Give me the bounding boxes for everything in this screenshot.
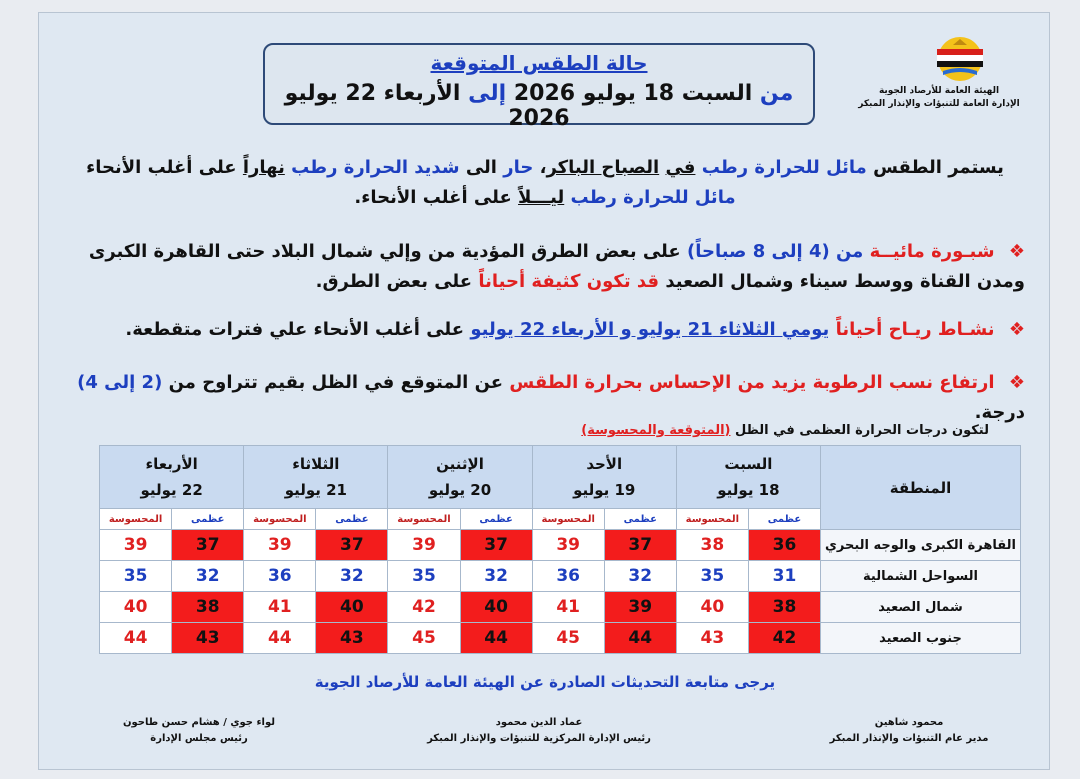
org-line-2: الإدارة العامة للتنبؤات والإنذار المبكر — [858, 99, 1020, 109]
org-line-1: الهيئة العامة للأرصاد الجوية — [878, 86, 1000, 96]
max-temp-cell: 37 — [172, 530, 244, 561]
day-date: 20 يوليو — [428, 481, 492, 499]
intro-text: على أغلب الأنحاء. — [354, 187, 512, 208]
feels-like-cell: 44 — [100, 623, 172, 654]
max-temp-cell: 38 — [172, 592, 244, 623]
signatory-title: رئيس مجلس الإدارة — [150, 733, 248, 744]
table-row — [100, 623, 1021, 654]
feels-like-cell: 44 — [244, 623, 316, 654]
max-subheader: عظمى — [748, 509, 820, 530]
bullet-text: قد تكون كثيفة أحياناً — [478, 271, 660, 292]
signature-3 — [99, 715, 299, 747]
max-temp-cell: 44 — [604, 623, 676, 654]
feels-like-cell: 43 — [676, 623, 748, 654]
bullet-wind — [65, 315, 1025, 345]
day-name: الإثنين — [436, 455, 484, 473]
feels-like-subheader: المحسوسة — [676, 509, 748, 530]
day-date: 21 يوليو — [284, 481, 347, 499]
region-cell: جنوب الصعيد — [821, 623, 1021, 654]
intro-text: ليـــلاً — [518, 187, 565, 208]
bullet-text: يومي الثلاثاء 21 يوليو و الأربعاء 22 يوليو — [470, 319, 830, 340]
max-temp-cell: 44 — [460, 623, 532, 654]
feels-like-cell: 40 — [100, 592, 172, 623]
max-temp-cell: 37 — [460, 530, 532, 561]
feels-like-cell: 41 — [244, 592, 316, 623]
feels-like-subheader: المحسوسة — [532, 509, 604, 530]
max-temp-cell: 32 — [316, 561, 388, 592]
bullet-humidity — [65, 368, 1025, 428]
table-caption — [581, 423, 989, 438]
caption-text: لتكون درجات الحرارة العظمى في الظل — [735, 423, 989, 438]
diamond-bullet-icon: ❖ — [1008, 319, 1025, 340]
title-box — [263, 43, 815, 131]
max-temp-cell: 38 — [748, 592, 820, 623]
max-temp-cell: 39 — [604, 592, 676, 623]
temperature-table — [99, 445, 1021, 654]
bullet-text: على أغلب الأنحاء علي فترات متقطعة. — [125, 319, 465, 340]
feels-like-cell: 35 — [100, 561, 172, 592]
feels-like-cell: 39 — [100, 530, 172, 561]
table-row — [100, 530, 1021, 561]
table-header-row — [100, 446, 1021, 509]
feels-like-cell: 45 — [532, 623, 604, 654]
feels-like-cell: 36 — [244, 561, 316, 592]
feels-like-subheader: المحسوسة — [388, 509, 460, 530]
max-temp-cell: 36 — [748, 530, 820, 561]
max-temp-cell: 43 — [316, 623, 388, 654]
signatory-title: مدير عام التنبؤات والإنذار المبكر — [829, 733, 989, 744]
max-temp-cell: 32 — [460, 561, 532, 592]
intro-text: الى — [465, 157, 497, 178]
signature-1 — [799, 715, 1019, 747]
bullet-text: درجة. — [974, 402, 1025, 423]
bullet-text: عن المتوقع في الظل بقيم تتراوح من — [168, 372, 504, 393]
day-date: 19 يوليو — [573, 481, 636, 499]
bullet-text: على بعض الطرق المؤدية من وإلي شمال البلاد حتى القاهرة الكبرى ومدن القناة ووسط سيناء وشمال الصعيد — [88, 241, 1025, 292]
max-temp-cell: 32 — [604, 561, 676, 592]
max-subheader: عظمى — [316, 509, 388, 530]
max-subheader: عظمى — [604, 509, 676, 530]
feels-like-cell: 45 — [388, 623, 460, 654]
max-temp-cell: 42 — [748, 623, 820, 654]
bullet-text: من (4 إلى 8 صباحاً) — [686, 241, 864, 262]
page-title: حالة الطقس المتوقعة — [430, 51, 648, 75]
bullet-text: نشـاط ريـاح أحياناً — [835, 319, 995, 340]
feels-like-cell: 39 — [532, 530, 604, 561]
feels-like-subheader: المحسوسة — [100, 509, 172, 530]
max-subheader: عظمى — [460, 509, 532, 530]
date-end: الأربعاء 22 يوليو 2026 — [284, 81, 570, 131]
feels-like-subheader: المحسوسة — [244, 509, 316, 530]
intro-text: ، — [539, 157, 547, 178]
bullet-fog — [65, 237, 1025, 297]
date-range — [265, 81, 813, 131]
signatory-name: لواء جوي / هشام حسن طاحون — [122, 717, 276, 728]
max-temp-cell: 40 — [316, 592, 388, 623]
feels-like-cell: 42 — [388, 592, 460, 623]
intro-text: حار — [503, 157, 534, 178]
max-temp-cell: 31 — [748, 561, 820, 592]
day-date: 18 يوليو — [717, 481, 780, 499]
feels-like-cell: 36 — [532, 561, 604, 592]
follow-updates-note: يرجى متابعة التحديثات الصادرة عن الهيئة العامة للأرصاد الجوية — [314, 673, 776, 691]
region-header: المنطقة — [821, 446, 1021, 530]
intro-text: شديد الحرارة رطب — [291, 157, 460, 178]
feels-like-cell: 41 — [532, 592, 604, 623]
max-temp-cell: 32 — [172, 561, 244, 592]
day-date: 22 يوليو — [140, 481, 203, 499]
region-cell: القاهرة الكبرى والوجه البحري — [821, 530, 1021, 561]
forecast-sheet — [38, 12, 1050, 770]
intro-text: يستمر الطقس — [873, 157, 1004, 178]
signatory-name: محمود شاهين — [874, 717, 944, 728]
day-name: السبت — [724, 455, 773, 473]
feels-like-cell: 39 — [388, 530, 460, 561]
day-header — [388, 446, 532, 509]
day-name: الأربعاء — [145, 455, 198, 473]
date-to-word: إلى — [468, 81, 507, 106]
signature-2 — [409, 715, 669, 747]
max-subheader: عظمى — [172, 509, 244, 530]
max-temp-cell: 37 — [604, 530, 676, 561]
max-temp-cell: 37 — [316, 530, 388, 561]
intro-text: نهاراً — [242, 157, 285, 178]
feels-like-cell: 39 — [244, 530, 316, 561]
signatory-title: رئيس الإدارة المركزية للتنبؤات والإنذار المبكر — [427, 733, 651, 744]
feels-like-cell: 35 — [676, 561, 748, 592]
bullet-text: شبـورة مائيــة — [869, 241, 995, 262]
max-temp-cell: 43 — [172, 623, 244, 654]
intro-text: على أغلب الأنحاء — [86, 157, 237, 178]
day-header — [532, 446, 676, 509]
intro-text: مائل للحرارة رطب — [570, 187, 736, 208]
table-row — [100, 561, 1021, 592]
intro-paragraph — [65, 153, 1025, 213]
region-cell: شمال الصعيد — [821, 592, 1021, 623]
intro-text: الصباح الباكر — [546, 157, 660, 178]
bullet-text: على بعض الطرق. — [315, 271, 473, 292]
diamond-bullet-icon: ❖ — [1008, 241, 1025, 262]
ema-logo-icon — [923, 35, 997, 91]
bullet-text: (2 إلى 4) — [77, 372, 163, 393]
feels-like-cell: 35 — [388, 561, 460, 592]
day-name: الأحد — [586, 455, 623, 473]
org-name — [839, 85, 1039, 111]
date-start: السبت 18 يوليو 2026 — [513, 81, 753, 106]
max-temp-cell: 40 — [460, 592, 532, 623]
intro-text: مائل للحرارة رطب — [701, 157, 867, 178]
day-header — [100, 446, 244, 509]
day-name: الثلاثاء — [292, 455, 340, 473]
date-from-word: من — [759, 81, 794, 106]
feels-like-cell: 40 — [676, 592, 748, 623]
intro-text: في — [665, 157, 696, 178]
day-header — [676, 446, 820, 509]
feels-like-cell: 38 — [676, 530, 748, 561]
caption-text: (المتوقعة والمحسوسة) — [581, 423, 731, 438]
bullet-text: ارتفاع نسب الرطوبة يزيد من الإحساس بحرارة الطقس — [509, 372, 995, 393]
region-cell: السواحل الشمالية — [821, 561, 1021, 592]
table-row — [100, 592, 1021, 623]
diamond-bullet-icon: ❖ — [1008, 372, 1025, 393]
day-header — [244, 446, 388, 509]
signatory-name: عماد الدين محمود — [495, 717, 583, 728]
